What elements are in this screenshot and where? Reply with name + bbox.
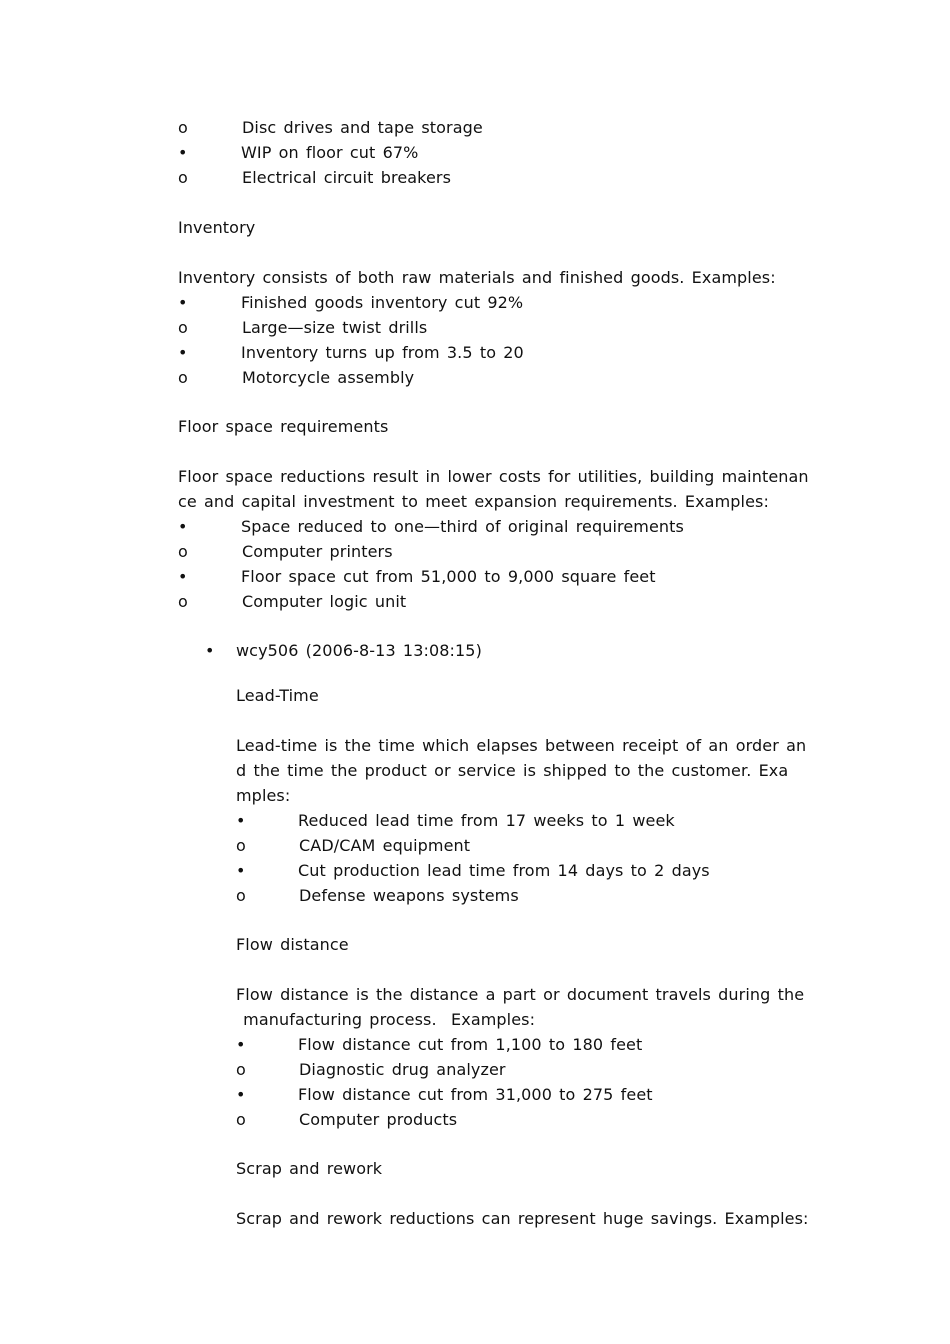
list-item — [0, 883, 950, 908]
list-marker: • — [178, 293, 188, 312]
list-item — [0, 365, 950, 390]
list-marker: o — [236, 836, 246, 855]
list-text: Motorcycle assembly — [242, 368, 415, 387]
list-item — [0, 833, 950, 858]
list-item — [0, 140, 950, 165]
post-header: wcy506 (2006-8-13 13:08:15) — [236, 641, 482, 660]
list-item — [0, 290, 950, 315]
list-item — [0, 1057, 950, 1082]
list-text: WIP on floor cut 67% — [241, 143, 419, 162]
paragraph-line: d the time the product or service is shipped to the customer. Exa — [236, 761, 789, 780]
list-item — [0, 808, 950, 833]
list-text: Computer logic unit — [242, 592, 407, 611]
paragraph-line: Flow distance is the distance a part or document travels during the — [236, 985, 805, 1004]
list-marker: o — [236, 1110, 246, 1129]
list-text: Disc drives and tape storage — [242, 118, 483, 137]
list-item — [0, 1107, 950, 1132]
list-item — [0, 514, 950, 539]
list-item — [0, 340, 950, 365]
list-item — [0, 165, 950, 190]
list-item — [0, 564, 950, 589]
list-marker: o — [236, 1060, 246, 1079]
list-text: Flow distance cut from 31,000 to 275 feet — [298, 1085, 653, 1104]
list-text: Large—size twist drills — [242, 318, 428, 337]
list-text: Diagnostic drug analyzer — [299, 1060, 506, 1079]
list-marker: o — [236, 886, 246, 905]
list-text: Electrical circuit breakers — [242, 168, 452, 187]
list-marker: o — [178, 168, 188, 187]
paragraph-line: manufacturing process. Examples: — [236, 1010, 536, 1029]
list-item — [0, 539, 950, 564]
paragraph-line: ce and capital investment to meet expansion requirements. Examples: — [178, 492, 769, 511]
section-heading-inventory: Inventory — [178, 218, 256, 237]
list-marker: o — [178, 368, 188, 387]
list-marker: o — [178, 318, 188, 337]
section-heading-lead-time: Lead-Time — [236, 686, 319, 705]
list-text: Defense weapons systems — [299, 886, 519, 905]
list-marker: • — [178, 343, 188, 362]
paragraph-line: mples: — [236, 786, 291, 805]
post-bullet: • — [205, 641, 215, 660]
list-text: Cut production lead time from 14 days to 2 days — [298, 861, 710, 880]
list-text: Inventory turns up from 3.5 to 20 — [241, 343, 524, 362]
section-heading-scrap-rework: Scrap and rework — [236, 1159, 383, 1178]
list-item — [0, 315, 950, 340]
list-text: Reduced lead time from 17 weeks to 1 week — [298, 811, 675, 830]
list-text: Finished goods inventory cut 92% — [241, 293, 524, 312]
list-marker: • — [236, 861, 246, 880]
list-item — [0, 1032, 950, 1057]
paragraph: Scrap and rework reductions can represent huge savings. Examples: — [236, 1209, 809, 1228]
section-heading-floor-space: Floor space requirements — [178, 417, 389, 436]
section-heading-flow-distance: Flow distance — [236, 935, 349, 954]
post-entry — [0, 638, 950, 663]
paragraph-line: Lead-time is the time which elapses between receipt of an order an — [236, 736, 807, 755]
list-marker: • — [236, 811, 246, 830]
list-marker: o — [178, 118, 188, 137]
list-marker: o — [178, 542, 188, 561]
list-marker: • — [236, 1085, 246, 1104]
list-marker: • — [236, 1035, 246, 1054]
paragraph: Inventory consists of both raw materials and finished goods. Examples: — [178, 268, 776, 287]
list-item — [0, 858, 950, 883]
list-text: Flow distance cut from 1,100 to 180 feet — [298, 1035, 643, 1054]
list-text: CAD/CAM equipment — [299, 836, 471, 855]
list-marker: o — [178, 592, 188, 611]
list-text: Floor space cut from 51,000 to 9,000 square feet — [241, 567, 656, 586]
list-marker: • — [178, 517, 188, 536]
list-item — [0, 1082, 950, 1107]
list-item — [0, 589, 950, 614]
list-marker: • — [178, 567, 188, 586]
list-text: Computer printers — [242, 542, 393, 561]
list-item — [0, 115, 950, 140]
paragraph-line: Floor space reductions result in lower costs for utilities, building maintenan — [178, 467, 809, 486]
list-text: Computer products — [299, 1110, 458, 1129]
list-marker: • — [178, 143, 188, 162]
list-text: Space reduced to one—third of original requirements — [241, 517, 684, 536]
